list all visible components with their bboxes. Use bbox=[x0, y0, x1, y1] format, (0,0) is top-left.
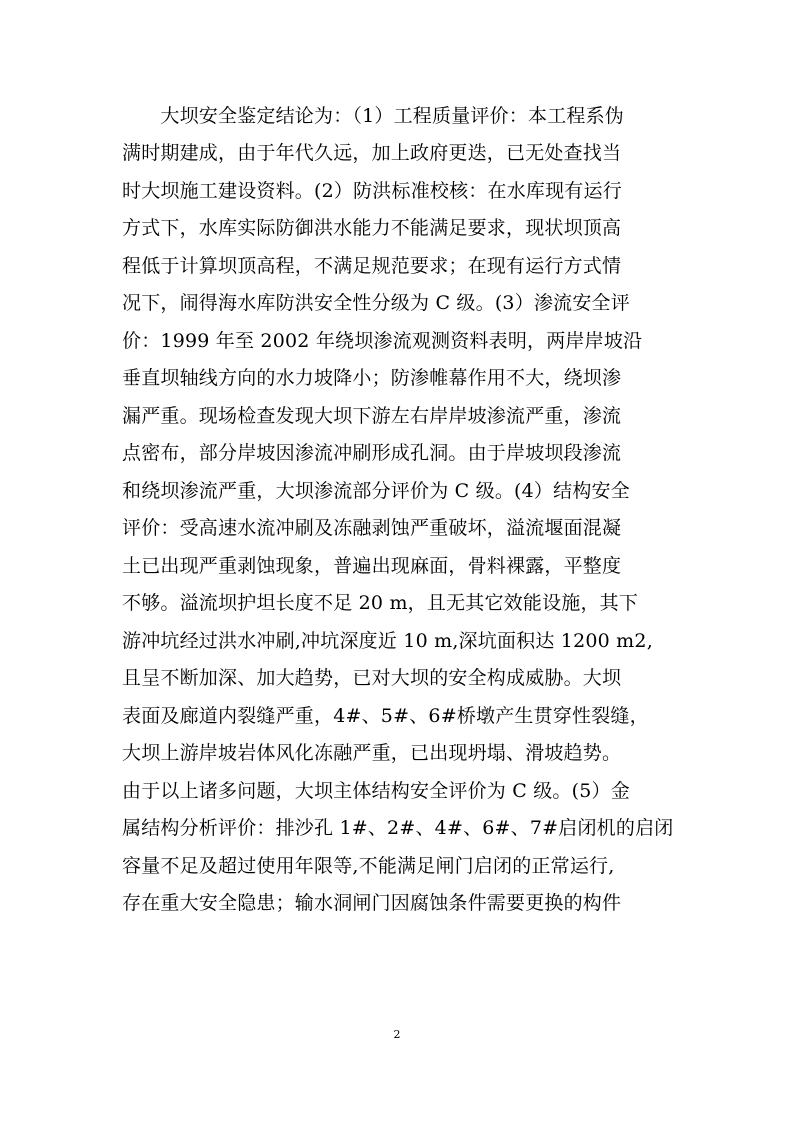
text-line: 时大坝施工建设资料。(2）防洪标准校核：在水库现有运行 bbox=[122, 180, 622, 202]
text-line: 和绕坝渗流严重，大坝渗流部分评价为 C 级。(4）结构安全 bbox=[122, 480, 630, 502]
text-line: 大坝上游岸坡岩体风化冻融严重，已出现坍塌、滑坡趋势。 bbox=[122, 742, 622, 764]
text-line: 游冲坑经过洪水冲刷,冲坑深度近 10 m,深坑面积达 1200 m2, bbox=[122, 630, 653, 652]
text-line: 土已出现严重剥蚀现象，普遍出现麻面，骨料裸露，平整度 bbox=[122, 555, 622, 577]
text-line: 大坝安全鉴定结论为：（1）工程质量评价：本工程系伪 bbox=[122, 105, 624, 127]
text-line: 容量不足及超过使用年限等,不能满足闸门启闭的正常运行, bbox=[122, 855, 615, 877]
text-line: 点密布，部分岸坡因渗流冲刷形成孔洞。由于岸坡坝段渗流 bbox=[122, 442, 622, 464]
text-line: 况下，闹得海水库防洪安全性分级为 C 级。(3）渗流安全评 bbox=[122, 292, 630, 314]
text-line: 存在重大安全隐患；输水洞闸门因腐蚀条件需要更换的构件 bbox=[122, 892, 622, 914]
text-line: 不够。溢流坝护坦长度不足 20 m，且无其它效能设施，其下 bbox=[122, 592, 639, 614]
text-line: 程低于计算坝顶高程，不满足规范要求；在现有运行方式情 bbox=[122, 255, 622, 277]
text-line: 方式下，水库实际防御洪水能力不能满足要求，现状坝顶高 bbox=[122, 217, 622, 239]
text-line: 评价：受高速水流冲刷及冻融剥蚀严重破坏，溢流堰面混凝 bbox=[122, 517, 622, 539]
text-line: 且呈不断加深、加大趋势，已对大坝的安全构成威胁。大坝 bbox=[122, 667, 622, 689]
text-line: 属结构分析评价：排沙孔 1#、2#、4#、6#、7#启闭机的启闭 bbox=[122, 817, 674, 839]
text-line: 满时期建成，由于年代久远，加上政府更迭，已无处查找当 bbox=[122, 142, 622, 164]
text-line: 表面及廊道内裂缝严重，4#、5#、6#桥墩产生贯穿性裂缝， bbox=[122, 705, 649, 727]
text-line: 由于以上诸多问题，大坝主体结构安全评价为 C 级。(5）金 bbox=[122, 780, 630, 802]
text-line: 垂直坝轴线方向的水力坡降小；防渗帷幕作用不大，绕坝渗 bbox=[122, 367, 622, 389]
text-line: 价：1999 年至 2002 年绕坝渗流观测资料表明，两岸岸坡沿 bbox=[122, 330, 643, 352]
text-line: 漏严重。现场检查发现大坝下游左右岸岸坡渗流严重，渗流 bbox=[122, 405, 622, 427]
page-number: 2 bbox=[393, 1028, 401, 1041]
